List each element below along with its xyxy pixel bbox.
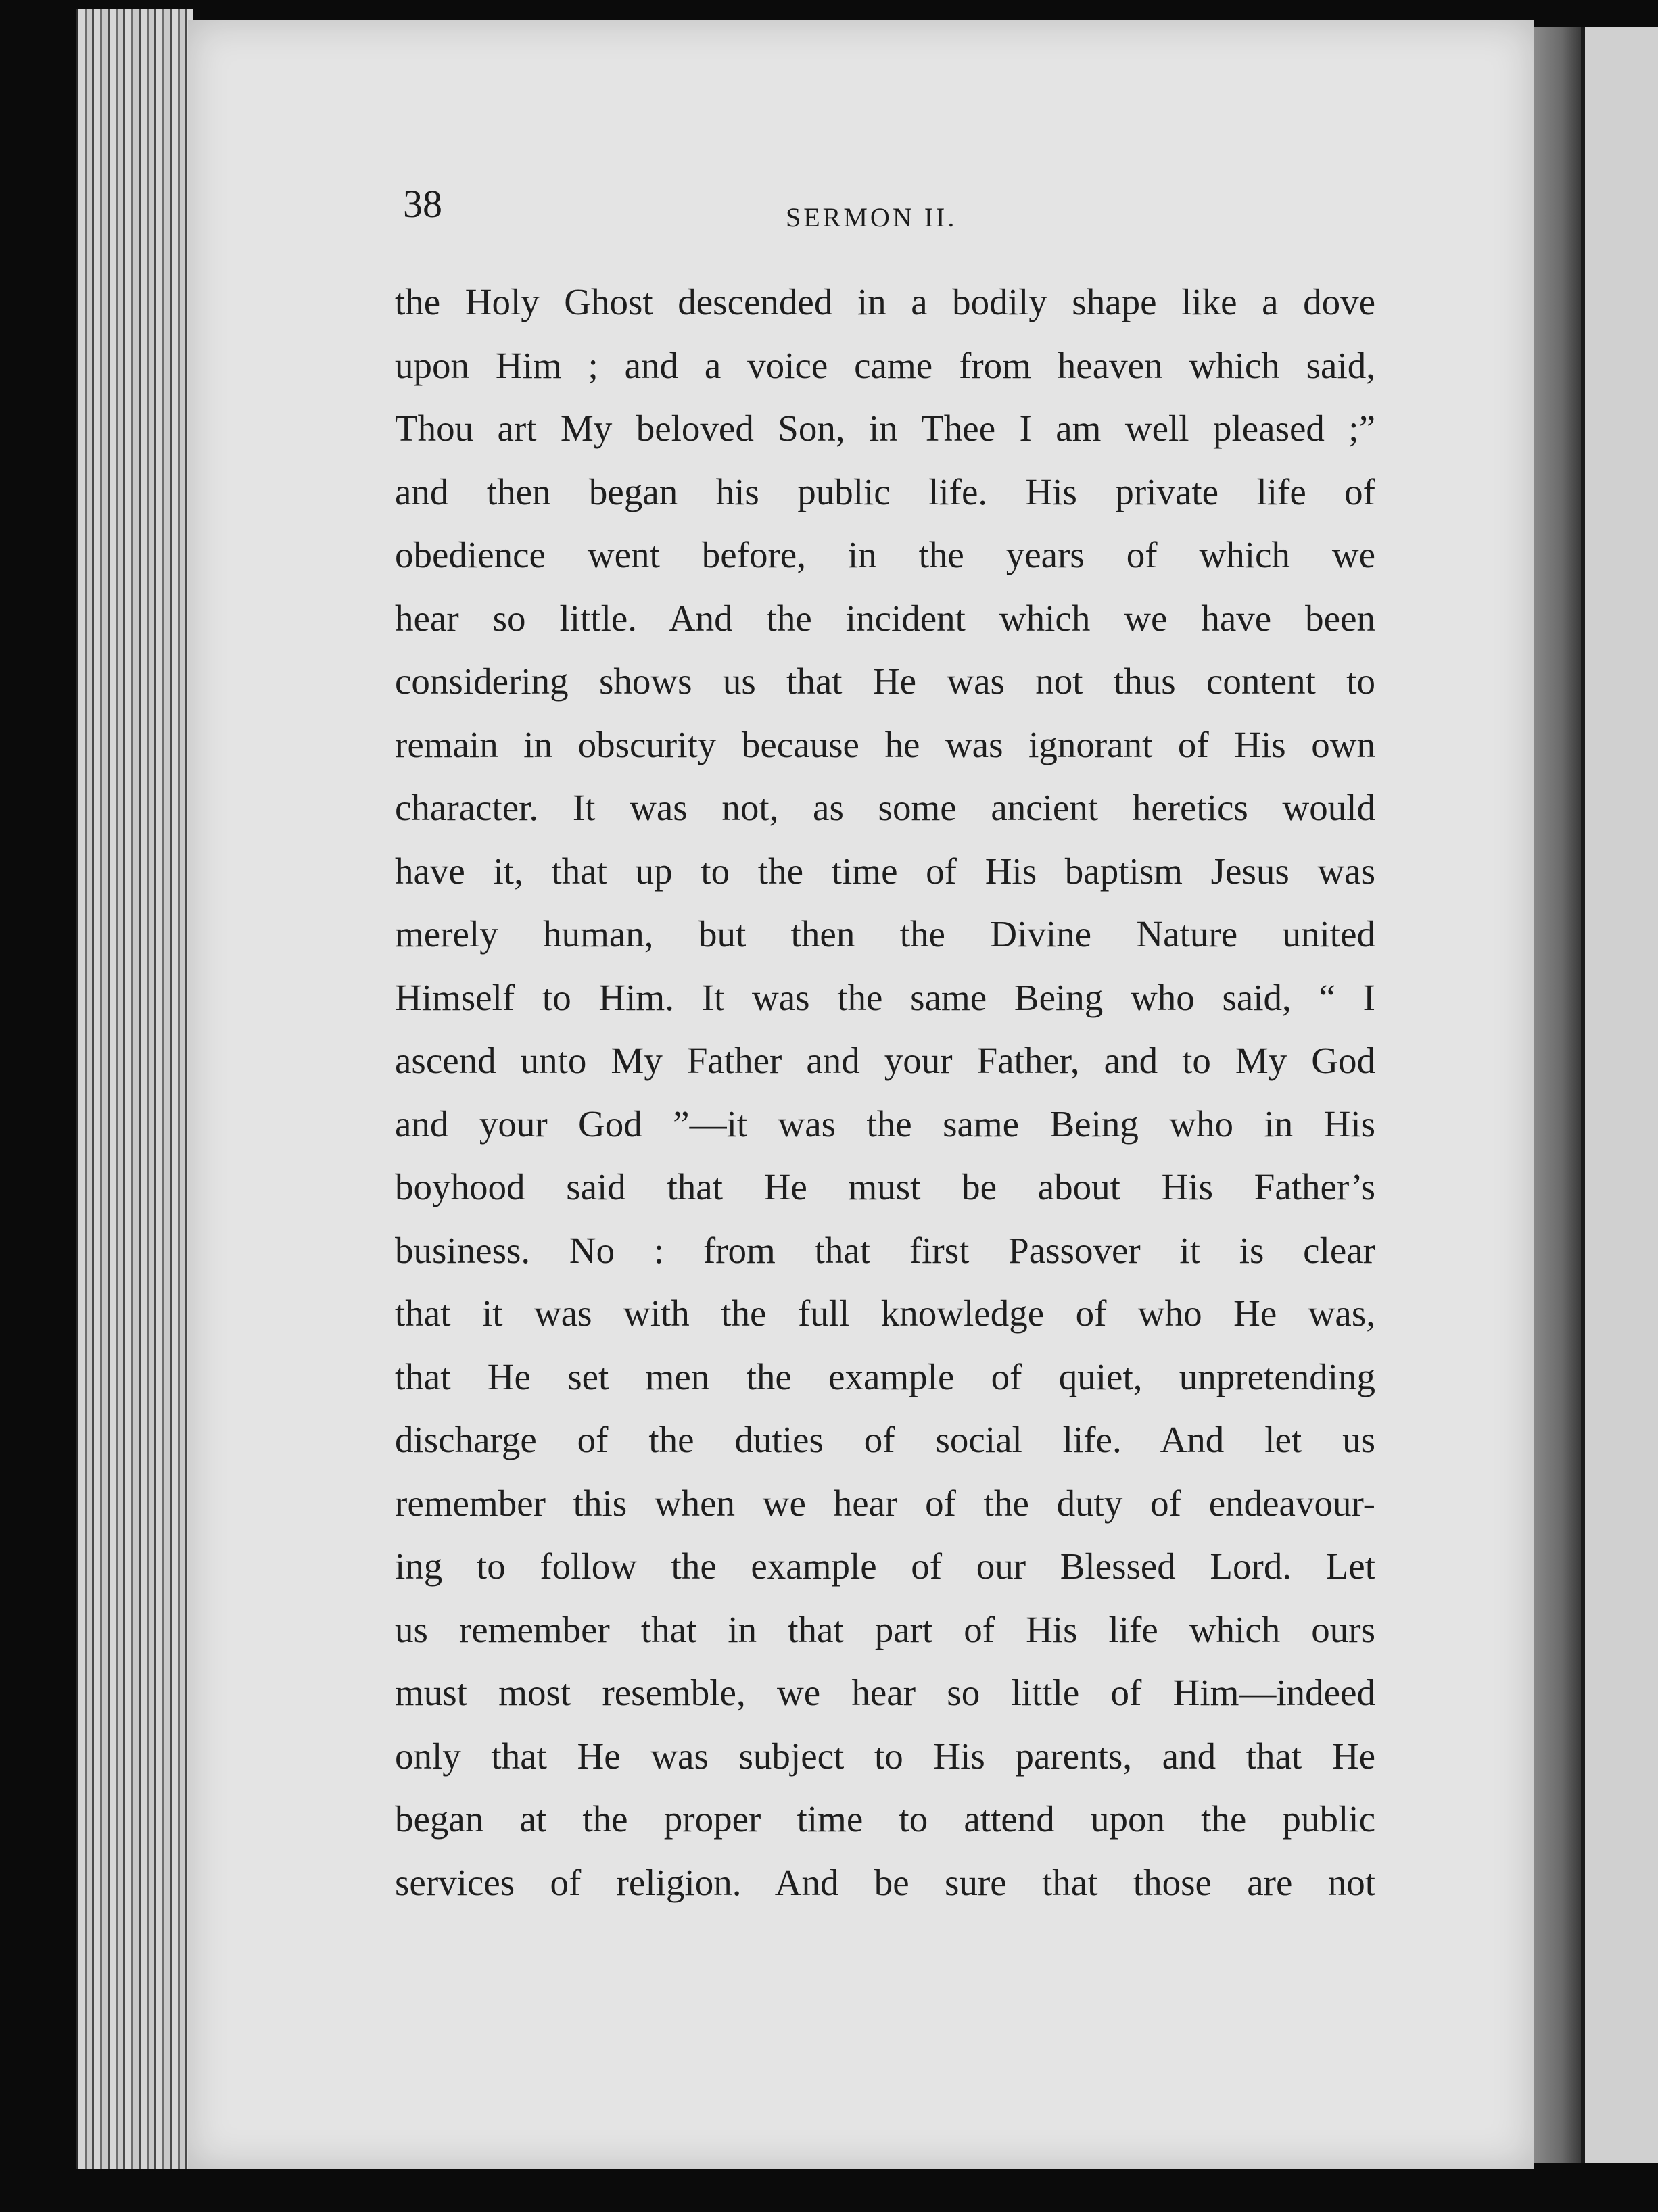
text-line: business. No : from that first Passover it is clear: [395, 1229, 1375, 1271]
text-line: have it, that up to the time of His baptism Jesus was: [395, 850, 1375, 892]
text-line: us remember that in that part of His life which ours: [395, 1608, 1375, 1650]
text-line: remember this when we hear of the duty of endeavour-: [395, 1482, 1375, 1524]
text-line: considering shows us that He was not thus content to: [395, 660, 1375, 702]
page-header: [403, 181, 1377, 235]
text-line: that He set men the example of quiet, unpretending: [395, 1355, 1375, 1397]
text-line: ing to follow the example of our Blessed Lord. Let: [395, 1545, 1375, 1587]
book-gutter: [1534, 27, 1581, 2163]
text-line: ascend unto My Father and your Father, and to My God: [395, 1040, 1375, 1081]
running-head: SERMON II.: [786, 202, 957, 233]
text-line: that it was with the full knowledge of who He was,: [395, 1293, 1375, 1334]
text-line: and then began his public life. His private life of: [395, 471, 1375, 512]
facing-page-edge: [1581, 27, 1658, 2163]
page-number: 38: [403, 182, 442, 226]
scan-border: [0, 2169, 1658, 2212]
text-line: must most resemble, we hear so little of Him—indeed: [395, 1672, 1375, 1713]
text-line: Himself to Him. It was the same Being who said, “ I: [395, 976, 1375, 1018]
text-line: and your God ”—it was the same Being who in His: [395, 1103, 1375, 1145]
text-line: the Holy Ghost descended in a bodily shape like a dove: [395, 281, 1375, 322]
text-line: only that He was subject to His parents, and that He: [395, 1735, 1375, 1777]
text-line: character. It was not, as some ancient heretics would: [395, 787, 1375, 828]
text-line: hear so little. And the incident which we have been: [395, 597, 1375, 639]
text-line: discharge of the duties of social life. And let us: [395, 1419, 1375, 1460]
text-line: services of religion. And be sure that those are not: [395, 1861, 1375, 1903]
text-line: obedience went before, in the years of which we: [395, 534, 1375, 575]
text-line: boyhood said that He must be about His Father’s: [395, 1166, 1375, 1207]
text-line: merely human, but then the Divine Nature united: [395, 913, 1375, 955]
page-edges: [76, 9, 193, 2180]
text-line: began at the proper time to attend upon the public: [395, 1798, 1375, 1840]
text-line: Thou art My beloved Son, in Thee I am well pleased ;”: [395, 408, 1375, 449]
text-line: remain in obscurity because he was ignorant of His own: [395, 723, 1375, 765]
text-line: upon Him ; and a voice came from heaven which said,: [395, 344, 1375, 386]
body-text: [395, 270, 1375, 1914]
